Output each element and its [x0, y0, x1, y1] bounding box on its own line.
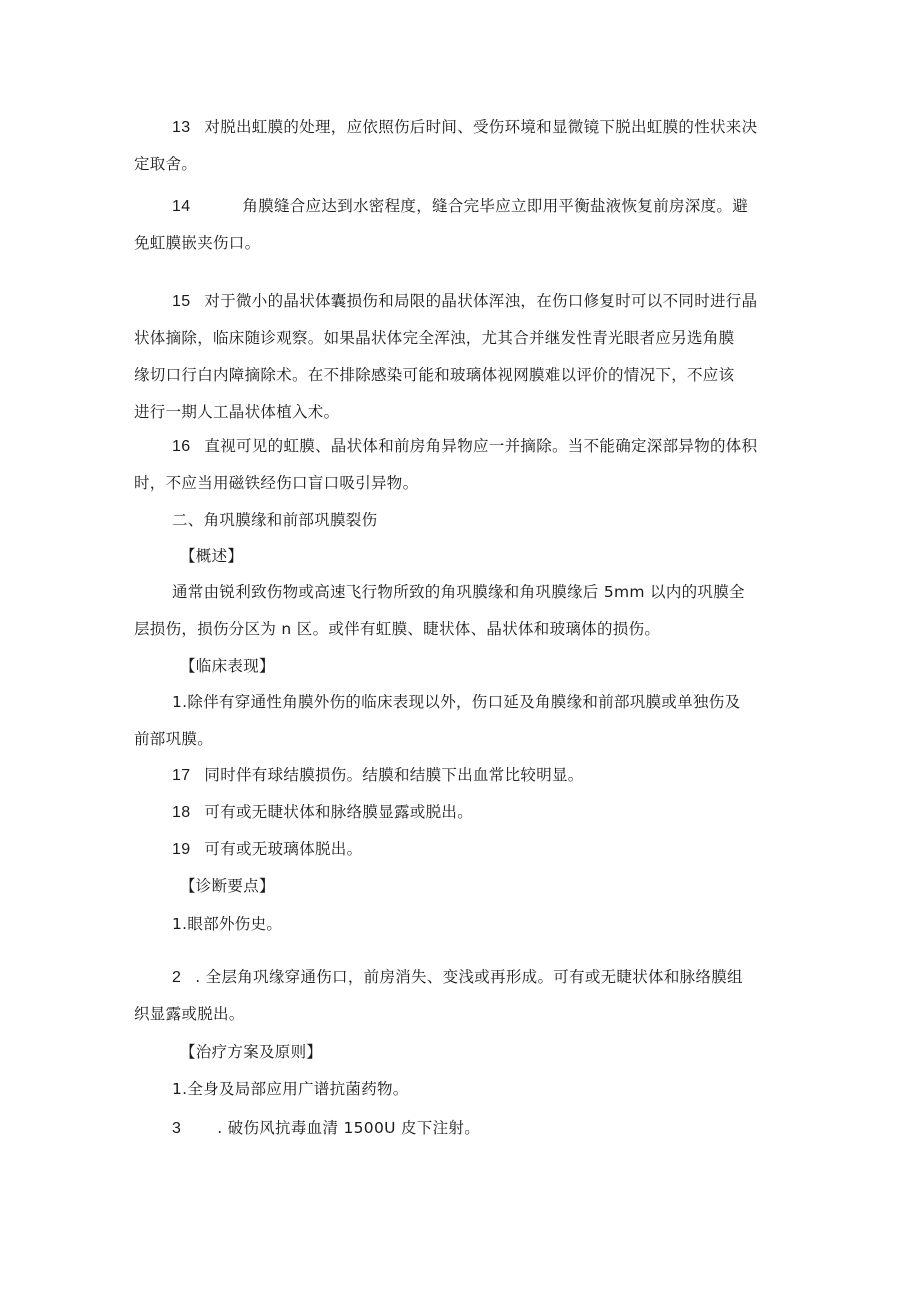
paragraph-item-15 [134, 283, 790, 431]
item-number: 17 [172, 767, 191, 784]
item-number: 13 [172, 119, 191, 136]
paragraph-text: 时，不应当用磁铁经伤口盲口吸引异物。 [134, 474, 419, 492]
treatment-heading: 【治疗方案及原则】 [180, 1043, 323, 1061]
paragraph-text: 缘切口行白内障摘除术。在不排除感染可能和玻璃体视网膜难以评价的情况下，不应该 [134, 366, 735, 384]
paragraph-text: 可有或无玻璃体脱出。 [204, 840, 363, 858]
diagnosis-item-1 [134, 906, 790, 943]
item-number: 2 [172, 969, 182, 986]
treatment-item-1 [134, 1071, 790, 1108]
paragraph-text: . 全层角巩缘穿通伤口，前房消失、变浅或再形成。可有或无睫状体和脉络膜组 [195, 968, 743, 986]
item-number: 19 [172, 841, 191, 858]
paragraph-text: 状体摘除，临床随诊观察。如果晶状体完全浑浊，尤其合并继发性青光眼者应另选角膜 [134, 329, 735, 347]
treatment-item-3 [134, 1110, 790, 1147]
paragraph-text: 定取舍。 [134, 155, 198, 173]
section-title: 二、角巩膜缘和前部巩膜裂伤 [172, 511, 378, 529]
paragraph-text: 1.除伴有穿通性角膜外伤的临床表现以外，伤口延及角膜缘和前部巩膜或单独伤及 [172, 693, 741, 711]
paragraph-line [134, 109, 790, 146]
paragraph-text: 进行一期人工晶状体植入术。 [134, 403, 340, 421]
paragraph-text: 角膜缝合应达到水密程度，缝合完毕应立即用平衡盐液恢复前房深度。避 [242, 197, 749, 215]
clinical-item-17 [134, 757, 790, 794]
paragraph-text: . 破伤风抗毒血清 1500U 皮下注射。 [217, 1119, 481, 1137]
diagnosis-heading: 【诊断要点】 [180, 877, 275, 895]
clinical-item-18 [134, 794, 790, 831]
paragraph-text: 织显露或脱出。 [134, 1005, 245, 1023]
overview-heading: 【概述】 [180, 547, 244, 565]
paragraph-line [134, 188, 790, 225]
clinical-heading: 【临床表现】 [180, 657, 275, 675]
diagnosis-item-2 [134, 959, 790, 1033]
paragraph-item-16 [134, 428, 790, 502]
paragraph-line [134, 283, 790, 320]
paragraph-text: 对于微小的晶状体囊损伤和局限的晶状体浑浊，在伤口修复时可以不同时进行晶 [204, 292, 758, 310]
item-number: 18 [172, 804, 191, 821]
paragraph-text: 前部巩膜。 [134, 730, 214, 748]
paragraph-line [134, 428, 790, 465]
item-number: 14 [172, 198, 191, 215]
item-number: 15 [172, 293, 191, 310]
item-number: 16 [172, 438, 191, 455]
paragraph-text: 1.眼部外伤史。 [172, 915, 283, 933]
paragraph-text: 通常由锐利致伤物或高速飞行物所致的角巩膜缘和角巩膜缘后 5mm 以内的巩膜全 [172, 583, 745, 601]
clinical-item-1 [134, 684, 790, 758]
paragraph-text: 1.全身及局部应用广谱抗菌药物。 [172, 1080, 409, 1098]
paragraph-item-13 [134, 109, 790, 183]
paragraph-text: 同时伴有球结膜损伤。结膜和结膜下出血常比较明显。 [204, 766, 584, 784]
paragraph-item-14 [134, 188, 790, 262]
paragraph-text: 对脱出虹膜的处理，应依照伤后时间、受伤环境和显微镜下脱出虹膜的性状来决 [204, 118, 758, 136]
item-number: 3 [172, 1120, 182, 1137]
paragraph-text: 直视可见的虹膜、晶状体和前房角异物应一并摘除。当不能确定深部异物的体积 [204, 437, 758, 455]
paragraph-text: 可有或无睫状体和脉络膜显露或脱出。 [204, 803, 474, 821]
overview-paragraph [134, 574, 790, 648]
paragraph-text: 层损伤，损伤分区为 n 区。或伴有虹膜、睫状体、晶状体和玻璃体的损伤。 [134, 620, 661, 638]
paragraph-text: 免虹膜嵌夹伤口。 [134, 234, 261, 252]
clinical-item-19 [134, 831, 790, 868]
